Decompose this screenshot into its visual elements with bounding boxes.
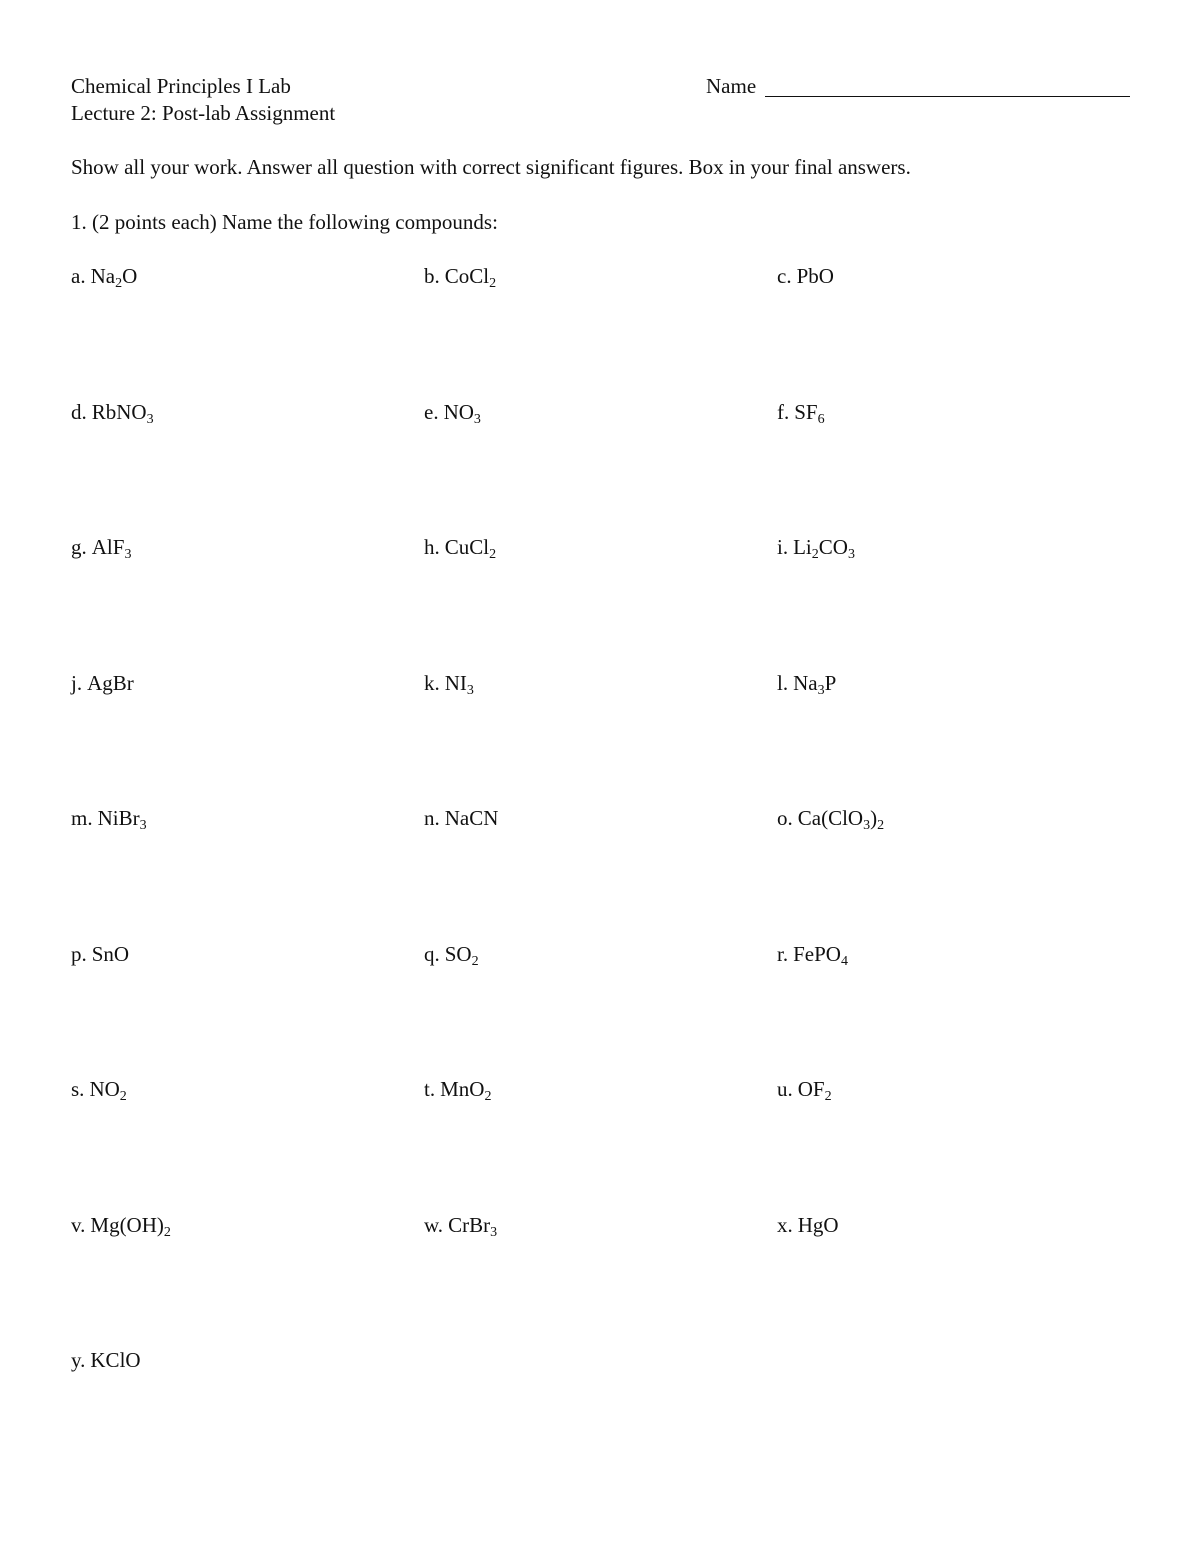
compound-item [71, 534, 131, 564]
compound-label: y. [71, 1348, 86, 1372]
compound-label: k. [424, 671, 440, 695]
formula-subscript: 3 [473, 412, 481, 427]
formula-subscript: 2 [811, 547, 819, 562]
compound-label: c. [777, 264, 792, 288]
compound-label: t. [424, 1077, 436, 1101]
compound-label: b. [424, 264, 440, 288]
formula-subscript: 3 [146, 412, 154, 427]
compound-item [777, 805, 884, 835]
formula-subscript: 2 [163, 1225, 171, 1240]
formula-text: Li [793, 535, 812, 559]
formula-subscript: 2 [824, 1089, 832, 1104]
formula-text: NI [444, 671, 467, 695]
formula-subscript: 2 [471, 954, 479, 969]
compound-formula [440, 1077, 492, 1104]
formula-subscript: 3 [124, 547, 132, 562]
compound-formula [90, 264, 138, 291]
compound-formula [794, 400, 825, 427]
compound-item [777, 534, 855, 564]
compound-item [777, 399, 825, 429]
compound-label: v. [71, 1213, 86, 1237]
compound-label: q. [424, 942, 440, 966]
compound-item [71, 1076, 127, 1106]
lecture-title: Lecture 2: Post-lab Assignment [71, 101, 336, 125]
formula-subscript: 2 [119, 1089, 127, 1104]
compound-label: a. [71, 264, 86, 288]
formula-text: RbNO [91, 400, 147, 424]
compound-formula [797, 264, 834, 288]
question-1-prompt: 1. (2 points each) Name the following compounds: [71, 210, 498, 234]
compound-formula [89, 1077, 127, 1104]
compound-formula [92, 942, 129, 966]
formula-text: CO [818, 535, 848, 559]
formula-text: NaCN [444, 806, 499, 830]
formula-subscript: 3 [847, 547, 855, 562]
compound-label: j. [71, 671, 83, 695]
compound-item [424, 670, 474, 700]
formula-text: MnO [440, 1077, 485, 1101]
compound-formula [444, 264, 497, 291]
compound-label: o. [777, 806, 793, 830]
formula-text: NiBr [97, 806, 140, 830]
formula-text: SF [794, 400, 818, 424]
compound-item [424, 263, 496, 293]
compound-label: s. [71, 1077, 85, 1101]
formula-text: AgBr [87, 671, 134, 695]
compound-label: r. [777, 942, 789, 966]
compound-item [424, 534, 496, 564]
instructions: Show all your work. Answer all question with correct significant figures. Box in your final answers. [71, 155, 911, 179]
compound-item [777, 1212, 839, 1238]
formula-text: KClO [90, 1348, 141, 1372]
compound-item [71, 1212, 171, 1242]
formula-text: P [824, 671, 837, 695]
formula-text: Mg(OH) [90, 1213, 164, 1237]
compound-formula [797, 806, 885, 833]
compound-item [71, 941, 129, 967]
compound-label: e. [424, 400, 439, 424]
compound-item [777, 263, 834, 289]
compound-label: f. [777, 400, 790, 424]
compound-label: x. [777, 1213, 793, 1237]
formula-text: CuCl [444, 535, 490, 559]
compound-formula [90, 1213, 171, 1240]
compound-label: p. [71, 942, 87, 966]
compound-formula [798, 1213, 839, 1237]
compound-formula [91, 400, 154, 427]
compound-item [424, 805, 498, 831]
compound-item [71, 263, 137, 293]
course-title: Chemical Principles I Lab [71, 74, 291, 98]
formula-subscript: 2 [489, 276, 497, 291]
compound-label: d. [71, 400, 87, 424]
compound-formula [793, 942, 848, 969]
compound-item [777, 670, 836, 700]
formula-subscript: 3 [490, 1225, 498, 1240]
formula-text: PbO [796, 264, 834, 288]
compound-label: m. [71, 806, 93, 830]
formula-subscript: 2 [877, 818, 885, 833]
formula-text: OF [797, 1077, 825, 1101]
formula-text: Na [90, 264, 116, 288]
formula-text: HgO [797, 1213, 839, 1237]
compound-formula [97, 806, 147, 833]
compound-item [777, 941, 848, 971]
compound-formula [90, 1348, 140, 1372]
compound-label: h. [424, 535, 440, 559]
formula-subscript: 4 [840, 954, 848, 969]
formula-text: NO [443, 400, 474, 424]
compound-formula [87, 671, 134, 695]
compound-formula [443, 400, 481, 427]
compound-item [71, 805, 147, 835]
compound-item [424, 399, 481, 429]
compound-formula [444, 535, 497, 562]
formula-text: Na [793, 671, 818, 695]
compound-item [424, 1076, 491, 1106]
formula-text: CoCl [444, 264, 490, 288]
compound-item [71, 1347, 141, 1373]
compound-label: n. [424, 806, 440, 830]
compound-item [424, 1212, 497, 1242]
compound-formula [444, 942, 479, 969]
formula-text: SO [444, 942, 472, 966]
compound-item [777, 1076, 832, 1106]
compound-formula [448, 1213, 498, 1240]
compound-label: l. [777, 671, 789, 695]
compound-label: w. [424, 1213, 444, 1237]
formula-text: AlF [91, 535, 125, 559]
formula-text: FePO [793, 942, 841, 966]
compound-item [71, 670, 134, 696]
compound-formula [797, 1077, 832, 1104]
compound-item [71, 399, 154, 429]
formula-subscript: 3 [139, 818, 147, 833]
formula-subscript: 2 [489, 547, 497, 562]
formula-subscript: 2 [484, 1089, 492, 1104]
compound-formula [445, 806, 499, 830]
compound-label: i. [777, 535, 789, 559]
formula-subscript: 3 [466, 683, 474, 698]
formula-text: Ca(ClO [797, 806, 864, 830]
formula-text: ) [870, 806, 878, 830]
compound-label: u. [777, 1077, 793, 1101]
name-label: Name [706, 74, 757, 98]
formula-subscript: 3 [863, 818, 871, 833]
formula-text: O [122, 264, 138, 288]
formula-subscript: 2 [115, 276, 123, 291]
compound-item [424, 941, 479, 971]
compound-formula [444, 671, 474, 698]
compound-formula [793, 535, 855, 562]
formula-subscript: 3 [817, 683, 825, 698]
compound-formula [91, 535, 132, 562]
formula-text: NO [89, 1077, 120, 1101]
name-blank-line[interactable] [765, 96, 1130, 97]
formula-text: SnO [91, 942, 130, 966]
compound-label: g. [71, 535, 87, 559]
formula-text: CrBr [448, 1213, 491, 1237]
compound-formula [793, 671, 837, 698]
formula-subscript: 6 [817, 412, 825, 427]
